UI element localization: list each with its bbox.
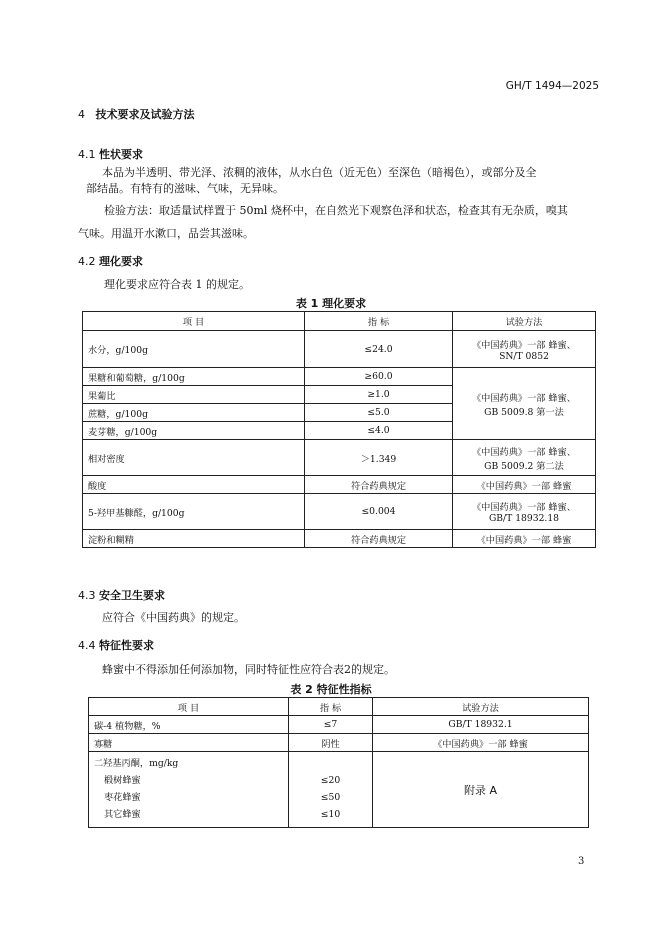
method-cell: GB/T 18932.1 xyxy=(373,716,589,734)
section-title: 特征性要求 xyxy=(99,639,154,652)
column-header: 试验方法 xyxy=(453,312,596,331)
item-cell: 酸度 xyxy=(83,476,305,494)
table-row xyxy=(83,494,596,530)
section-number: 4.4 xyxy=(78,639,96,652)
method-line: 《中国药典》一部 蜂蜜、 xyxy=(472,446,576,458)
sub-value: ≤50 xyxy=(320,792,341,803)
value-cell: ≤4.0 xyxy=(305,422,453,440)
section-4-heading xyxy=(78,106,195,122)
item-cell: 碳-4 植物糖，% xyxy=(89,716,289,734)
value-cell: 符合药典规定 xyxy=(305,476,453,494)
method-cell: 附录 A xyxy=(373,752,589,828)
item-cell: 果葡比 xyxy=(83,386,305,404)
method-cell xyxy=(453,440,596,476)
value-cell: ≤7 xyxy=(289,716,373,734)
method-cell xyxy=(453,331,596,368)
value-cell xyxy=(289,752,373,828)
column-header: 指 标 xyxy=(305,312,453,331)
sub-value: ≤20 xyxy=(320,775,341,786)
method-line: 《中国药典》一部 蜂蜜、 xyxy=(472,339,576,351)
sub-item: 其它蜂蜜 xyxy=(104,809,141,820)
table-row xyxy=(83,530,596,548)
table-header-row xyxy=(89,698,589,716)
item-cell: 淀粉和糊精 xyxy=(83,530,305,548)
item-cell: 5-羟甲基糠醛，g/100g xyxy=(83,494,305,530)
table-row xyxy=(83,476,596,494)
section-title: 理化要求 xyxy=(99,255,143,268)
value-cell: ≥60.0 xyxy=(305,368,453,386)
table-row xyxy=(89,716,589,734)
method-cell xyxy=(453,494,596,530)
column-header: 项 目 xyxy=(83,312,305,331)
method-line: 《中国药典》一部 蜂蜜、 xyxy=(472,392,576,404)
item-cell: 蔗糖，g/100g xyxy=(83,404,305,422)
table-2-caption: 表 2 特征性指标 xyxy=(290,683,372,696)
table-header-row xyxy=(83,312,596,331)
method-line: 《中国药典》一部 蜂蜜、 xyxy=(472,502,576,513)
method-line: GB 5009.2 第二法 xyxy=(484,460,564,472)
page-number: 3 xyxy=(578,856,585,867)
value-cell: ≤0.004 xyxy=(305,494,453,530)
section-title: 安全卫生要求 xyxy=(99,589,165,602)
table-row xyxy=(83,440,596,476)
table-row xyxy=(83,331,596,368)
sub-item: 枣花蜂蜜 xyxy=(104,792,141,803)
method-cell: 《中国药典》一部 蜂蜜 xyxy=(373,734,589,752)
method-cell-merged xyxy=(453,368,596,440)
item-cell: 麦芽糖，g/100g xyxy=(83,422,305,440)
section-4-2-heading xyxy=(78,253,143,269)
value-cell: 阴性 xyxy=(289,734,373,752)
section-number: 4.3 xyxy=(78,589,96,602)
column-header: 指 标 xyxy=(289,698,373,716)
value-cell: 符合药典规定 xyxy=(305,530,453,548)
paragraph-line: 应符合《中国药典》的规定。 xyxy=(102,611,245,624)
paragraph-line: 理化要求应符合表 1 的规定。 xyxy=(104,278,250,291)
paragraph-line: 蜂蜜中不得添加任何添加物，同时特征性应符合表2的规定。 xyxy=(102,663,395,676)
value-cell: ≥1.0 xyxy=(305,386,453,404)
table-2 xyxy=(88,697,589,828)
item-cell: 水分，g/100g xyxy=(83,331,305,368)
table-1-caption: 表 1 理化要求 xyxy=(295,297,367,310)
method-cell: 《中国药典》一部 蜂蜜 xyxy=(453,476,596,494)
method-line: SN/T 0852 xyxy=(499,350,549,362)
method-line: GB 5009.8 第一法 xyxy=(484,406,564,418)
method-cell: 《中国药典》一部 蜂蜜 xyxy=(453,530,596,548)
item-cell: 寡糖 xyxy=(89,734,289,752)
column-header: 项 目 xyxy=(89,698,289,716)
table-1 xyxy=(82,311,596,548)
paragraph-line: 气味。用温开水漱口，品尝其滋味。 xyxy=(78,227,254,240)
paragraph-line: 部结晶。有特有的滋味、气味，无异味。 xyxy=(86,182,284,195)
sub-item: 椴树蜂蜜 xyxy=(104,775,141,786)
column-header: 试验方法 xyxy=(373,698,589,716)
value-cell: ≤5.0 xyxy=(305,404,453,422)
section-number: 4.2 xyxy=(78,255,96,268)
paragraph-line: 本品为半透明、带光泽、浓稠的液体，从水白色（近无色）至深色（暗褐色），或部分及全 xyxy=(102,166,537,179)
standard-code: GH/T 1494—2025 xyxy=(505,80,599,92)
table-row xyxy=(89,752,589,828)
sub-value: ≤10 xyxy=(320,809,341,820)
section-title: 性状要求 xyxy=(99,148,143,161)
method-line: GB/T 18932.18 xyxy=(488,513,560,524)
section-4-4-heading xyxy=(78,637,154,653)
item-title: 二羟基丙酮，mg/kg xyxy=(94,758,179,769)
table-row xyxy=(89,734,589,752)
section-4-1-heading xyxy=(78,146,143,162)
section-number: 4.1 xyxy=(78,148,96,161)
section-number: 4 xyxy=(78,108,85,121)
table-row xyxy=(83,368,596,386)
section-4-3-heading xyxy=(78,587,165,603)
item-cell: 果糖和葡萄糖，g/100g xyxy=(83,368,305,386)
item-cell xyxy=(89,752,289,828)
paragraph-line: 检验方法：取适量试样置于 50ml 烧杯中，在自然光下观察色泽和状态，检查其有无杂质，嗅其 xyxy=(104,204,568,217)
value-cell: ≤24.0 xyxy=(305,331,453,368)
item-cell: 相对密度 xyxy=(83,440,305,476)
value-cell: ＞1.349 xyxy=(305,440,453,476)
section-title: 技术要求及试验方法 xyxy=(95,108,195,121)
